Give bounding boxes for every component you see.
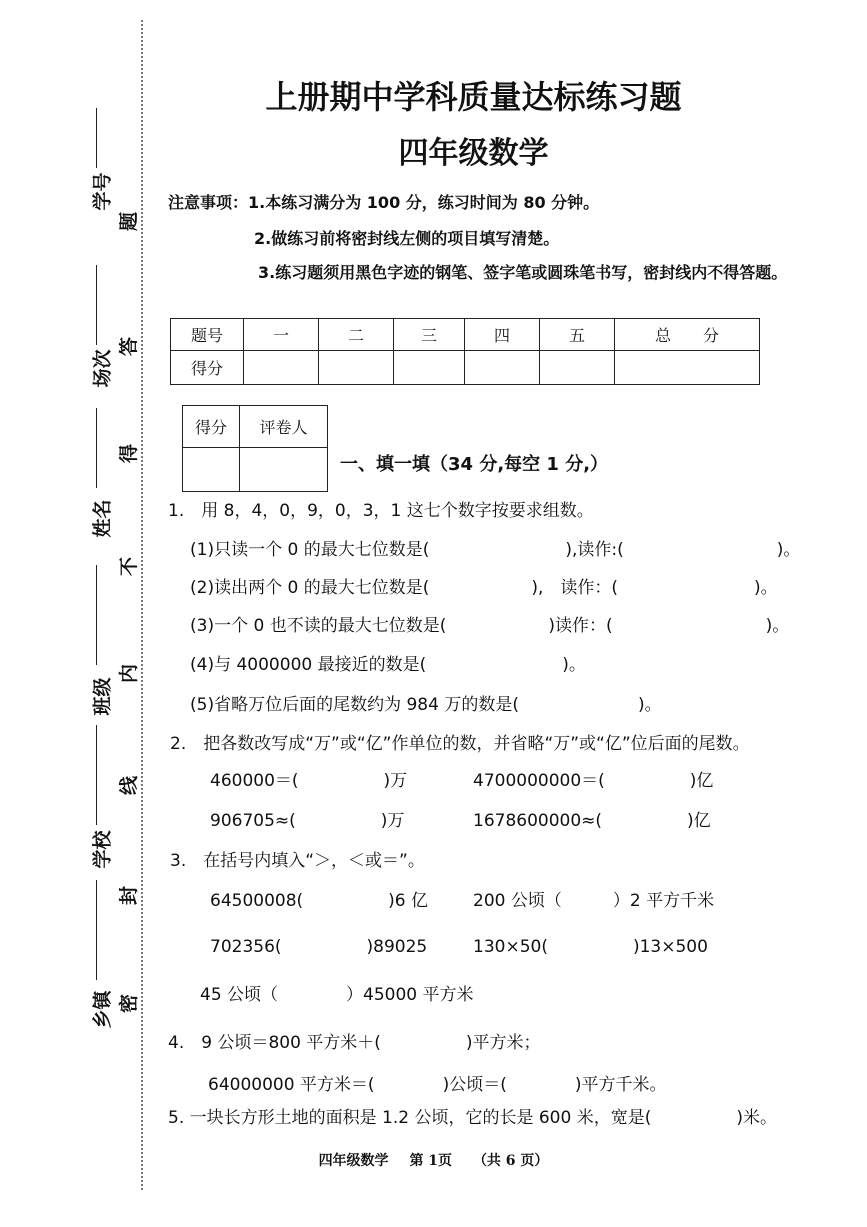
grader-name-cell[interactable]	[240, 448, 328, 492]
exam-title: 上册期中学科质量达标练习题	[265, 78, 682, 116]
q3-item-d: 130×50( )13×500	[473, 937, 708, 957]
q3-item-e: 45 公顷（ ）45000 平方米	[200, 985, 474, 1005]
note-item-3: 3.练习题须用黑色字迹的钢笔、签字笔或圆珠笔书写，密封线内不得答题。	[258, 263, 788, 282]
score-table-col-2: 二	[319, 319, 394, 351]
score-table	[170, 318, 760, 385]
seal-char: 答	[118, 336, 141, 357]
seal-char: 封	[118, 885, 141, 906]
q1-part-1: (1)只读一个 0 的最大七位数是( ),读作:( )。	[190, 540, 801, 560]
score-table-col-4: 四	[465, 319, 540, 351]
school-blank[interactable]	[96, 725, 97, 825]
note-item-1: 1.本练习满分为 100 分，练习时间为 80 分钟。	[248, 193, 600, 212]
notes-heading	[168, 190, 599, 213]
field-town-label: 乡镇	[91, 990, 114, 1029]
q2-item-c: 906705≈( )万	[210, 811, 405, 831]
grader-score-cell[interactable]	[183, 448, 240, 492]
seal-char: 线	[118, 775, 141, 796]
score-cell[interactable]	[615, 351, 760, 385]
q1-stem: 1. 用 8，4，0，9，0，3，1 这七个数字按要求组数。	[168, 501, 594, 521]
score-table-col-total: 总 分	[615, 319, 760, 351]
seal-char: 不	[118, 556, 141, 577]
q3-stem: 3. 在括号内填入“＞，＜或＝”。	[170, 851, 425, 871]
score-cell[interactable]	[465, 351, 540, 385]
q2-item-b: 4700000000＝( )亿	[473, 771, 714, 791]
q1-part-5: (5)省略万位后面的尾数约为 984 万的数是( )。	[190, 695, 662, 715]
exam-subtitle: 四年级数学	[398, 136, 549, 171]
field-name-label: 姓名	[91, 499, 114, 538]
score-cell[interactable]	[540, 351, 615, 385]
score-table-col-5: 五	[540, 319, 615, 351]
field-school-number	[88, 172, 115, 210]
q5-stem: 5. 一块长方形土地的面积是 1.2 公顷，它的长是 600 米，宽是( )米。	[168, 1108, 777, 1128]
grader-label: 评卷人	[240, 406, 328, 448]
score-table-score-label: 得分	[171, 351, 244, 385]
note-item-2: 2.做练习前将密封线左侧的项目填写清楚。	[254, 229, 560, 248]
q3-item-b: 200 公顷（ ）2 平方千米	[473, 891, 715, 911]
q4-stem: 4. 9 公顷＝800 平方米＋( )平方米；	[168, 1033, 541, 1053]
score-cell[interactable]	[319, 351, 394, 385]
town-blank[interactable]	[96, 880, 97, 980]
score-table-col-3: 三	[394, 319, 465, 351]
field-class-label: 班级	[91, 677, 114, 716]
seal-line	[141, 20, 143, 1190]
q2-item-d: 1678600000≈( )亿	[473, 811, 711, 831]
notes-heading-label: 注意事项：	[168, 193, 249, 212]
name-blank[interactable]	[96, 408, 97, 488]
footer-page: 第 1页	[409, 1153, 453, 1169]
exam-room-blank[interactable]	[96, 265, 97, 345]
score-cell[interactable]	[394, 351, 465, 385]
q4-line-2: 64000000 平方米＝( )公顷＝( )平方千米。	[208, 1075, 667, 1095]
q1-part-3: (3)一个 0 也不读的最大七位数是( )读作：( )。	[190, 616, 790, 636]
q3-item-c: 702356( )89025	[210, 937, 428, 957]
grader-box	[182, 405, 328, 492]
field-school-number-label: 学号	[91, 172, 114, 211]
field-school	[88, 830, 115, 868]
seal-char: 内	[118, 663, 141, 684]
field-exam-room-label: 场次	[91, 349, 114, 388]
class-blank[interactable]	[96, 565, 97, 665]
seal-char: 题	[118, 211, 141, 232]
q2-item-a: 460000＝( )万	[210, 771, 408, 791]
q3-item-a: 64500008( )6 亿	[210, 891, 429, 911]
field-school-label: 学校	[91, 830, 114, 869]
page-footer	[0, 1150, 867, 1170]
q2-stem: 2. 把各数改写成“万”或“亿”作单位的数，并省略“万”或“亿”位后面的尾数。	[170, 734, 750, 754]
section-1-heading: 一、填一填（34 分,每空 1 分,）	[340, 454, 609, 475]
score-table-col-1: 一	[244, 319, 319, 351]
footer-total: （共 6 页）	[472, 1153, 549, 1169]
score-cell[interactable]	[244, 351, 319, 385]
footer-subject: 四年级数学	[318, 1153, 389, 1169]
field-exam-room	[88, 349, 115, 387]
seal-char: 密	[118, 993, 141, 1014]
q1-part-2: (2)读出两个 0 的最大七位数是( ), 读作：( )。	[190, 578, 778, 598]
field-class	[88, 677, 115, 715]
grader-score-label: 得分	[183, 406, 240, 448]
q1-part-4: (4)与 4000000 最接近的数是( )。	[190, 655, 586, 675]
score-table-header-label: 题号	[171, 319, 244, 351]
field-name	[88, 499, 115, 537]
field-town	[88, 990, 115, 1028]
seal-char: 得	[118, 443, 141, 464]
